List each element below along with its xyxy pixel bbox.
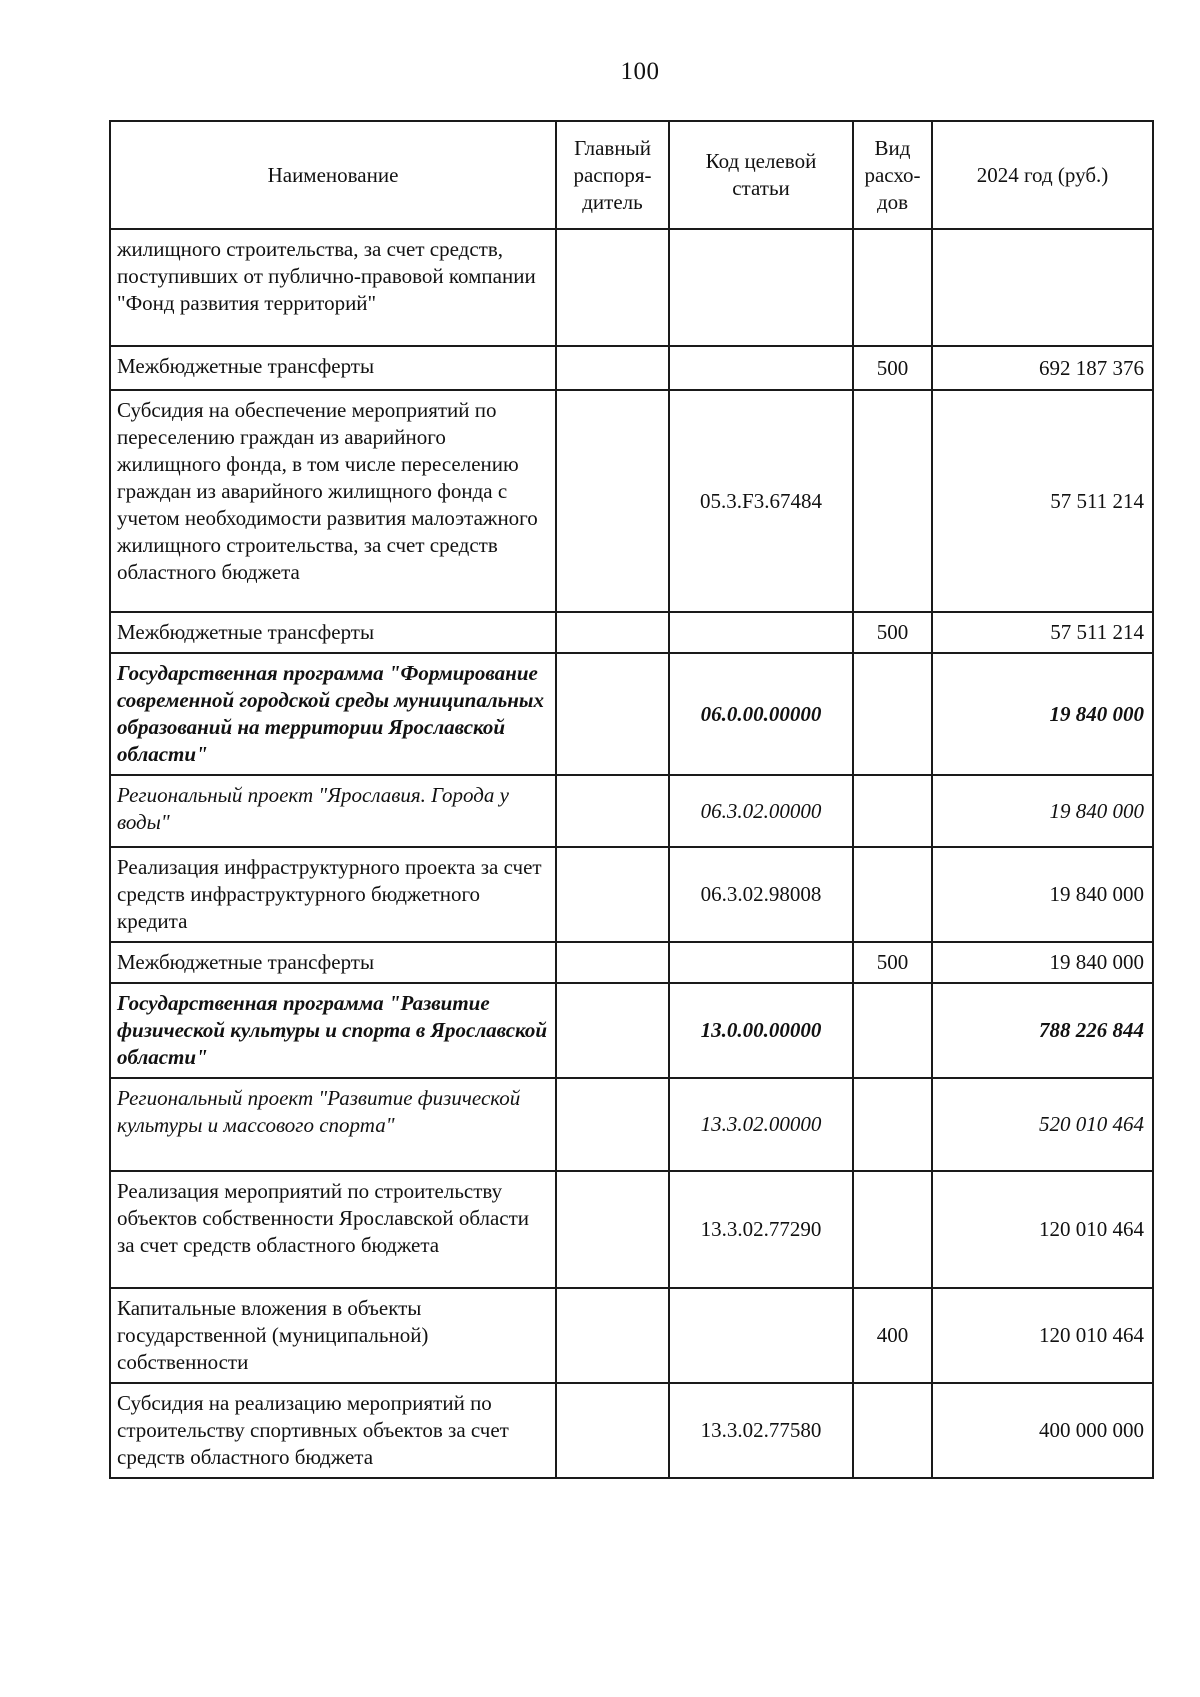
row-name-cell: Региональный проект "Ярославия. Города у воды"	[110, 775, 556, 847]
row-amount-cell: 520 010 464	[932, 1078, 1153, 1171]
row-expense-type-cell: 400	[853, 1288, 932, 1383]
row-name-cell: Межбюджетные трансферты	[110, 942, 556, 983]
row-target-code-cell: 06.3.02.98008	[669, 847, 853, 942]
row-name-cell: Государственная программа "Формирование современной городской среды муниципальных образований на территории Ярославской области"	[110, 653, 556, 775]
row-amount-cell: 692 187 376	[932, 346, 1153, 390]
row-chief-manager-cell	[556, 1288, 669, 1383]
row-target-code-cell: 06.3.02.00000	[669, 775, 853, 847]
table-row	[110, 775, 1153, 847]
table-row	[110, 847, 1153, 942]
row-amount-cell: 57 511 214	[932, 612, 1153, 653]
row-expense-type-cell	[853, 847, 932, 942]
table-row	[110, 1288, 1153, 1383]
row-amount-cell: 120 010 464	[932, 1171, 1153, 1288]
row-target-code-cell: 13.3.02.77290	[669, 1171, 853, 1288]
table-header-row	[110, 121, 1153, 229]
row-name-cell: Реализация инфраструктурного проекта за счет средств инфраструктурного бюджетного кредита	[110, 847, 556, 942]
row-amount-cell: 120 010 464	[932, 1288, 1153, 1383]
row-target-code-cell	[669, 612, 853, 653]
row-expense-type-cell	[853, 983, 932, 1078]
row-amount-cell: 788 226 844	[932, 983, 1153, 1078]
table-row	[110, 612, 1153, 653]
row-name-cell: жилищного строительства, за счет средств, поступивших от публично-правовой компании "Фонд развития территорий"	[110, 229, 556, 346]
row-amount-cell	[932, 229, 1153, 346]
row-expense-type-cell	[853, 775, 932, 847]
row-target-code-cell	[669, 229, 853, 346]
row-amount-cell: 19 840 000	[932, 942, 1153, 983]
row-expense-type-cell: 500	[853, 346, 932, 390]
row-chief-manager-cell	[556, 1078, 669, 1171]
row-target-code-cell: 13.3.02.77580	[669, 1383, 853, 1478]
row-target-code-cell: 13.3.02.00000	[669, 1078, 853, 1171]
row-target-code-cell: 06.0.00.00000	[669, 653, 853, 775]
budget-table	[109, 120, 1154, 1479]
row-chief-manager-cell	[556, 612, 669, 653]
row-chief-manager-cell	[556, 1383, 669, 1478]
row-target-code-cell	[669, 346, 853, 390]
row-name-cell: Межбюджетные трансферты	[110, 612, 556, 653]
row-expense-type-cell	[853, 390, 932, 612]
row-chief-manager-cell	[556, 942, 669, 983]
row-amount-cell: 57 511 214	[932, 390, 1153, 612]
table-row	[110, 1078, 1153, 1171]
row-name-cell: Реализация мероприятий по строительству объектов собственности Ярославской области за счет средств областного бюджета	[110, 1171, 556, 1288]
row-chief-manager-cell	[556, 775, 669, 847]
row-amount-cell: 19 840 000	[932, 775, 1153, 847]
table-row	[110, 346, 1153, 390]
row-expense-type-cell: 500	[853, 612, 932, 653]
row-name-cell: Региональный проект "Развитие физической культуры и массового спорта"	[110, 1078, 556, 1171]
row-amount-cell: 19 840 000	[932, 847, 1153, 942]
header-amount-2024: 2024 год (руб.)	[932, 121, 1153, 229]
table-row	[110, 983, 1153, 1078]
table-row	[110, 1171, 1153, 1288]
row-name-cell: Субсидия на обеспечение мероприятий по переселению граждан из аварийного жилищного фонда, в том числе переселению граждан из аварийного жилищного фонда с учетом необходимости развития малоэтажного жилищного строительства, за счет средств областного бюджета	[110, 390, 556, 612]
table-row	[110, 229, 1153, 346]
header-target-code: Код целевой статьи	[669, 121, 853, 229]
row-chief-manager-cell	[556, 653, 669, 775]
row-name-cell: Государственная программа "Развитие физической культуры и спорта в Ярославской области"	[110, 983, 556, 1078]
row-amount-cell: 19 840 000	[932, 653, 1153, 775]
table-row	[110, 653, 1153, 775]
row-expense-type-cell	[853, 229, 932, 346]
row-target-code-cell	[669, 1288, 853, 1383]
row-chief-manager-cell	[556, 847, 669, 942]
row-chief-manager-cell	[556, 346, 669, 390]
header-chief-manager: Главный распоря-дитель	[556, 121, 669, 229]
row-chief-manager-cell	[556, 390, 669, 612]
row-expense-type-cell	[853, 1078, 932, 1171]
row-target-code-cell: 05.3.F3.67484	[669, 390, 853, 612]
row-chief-manager-cell	[556, 1171, 669, 1288]
row-chief-manager-cell	[556, 983, 669, 1078]
page-number: 100	[620, 58, 660, 85]
row-name-cell: Межбюджетные трансферты	[110, 346, 556, 390]
header-name: Наименование	[110, 121, 556, 229]
row-expense-type-cell	[853, 653, 932, 775]
table-body	[110, 229, 1153, 1478]
table-row	[110, 1383, 1153, 1478]
row-name-cell: Субсидия на реализацию мероприятий по строительству спортивных объектов за счет средств областного бюджета	[110, 1383, 556, 1478]
row-chief-manager-cell	[556, 229, 669, 346]
header-expense-type: Вид расхо-дов	[853, 121, 932, 229]
row-expense-type-cell	[853, 1383, 932, 1478]
row-amount-cell: 400 000 000	[932, 1383, 1153, 1478]
table-row	[110, 942, 1153, 983]
table-row	[110, 390, 1153, 612]
row-expense-type-cell	[853, 1171, 932, 1288]
row-target-code-cell	[669, 942, 853, 983]
row-name-cell: Капитальные вложения в объекты государственной (муниципальной) собственности	[110, 1288, 556, 1383]
row-target-code-cell: 13.0.00.00000	[669, 983, 853, 1078]
row-expense-type-cell: 500	[853, 942, 932, 983]
